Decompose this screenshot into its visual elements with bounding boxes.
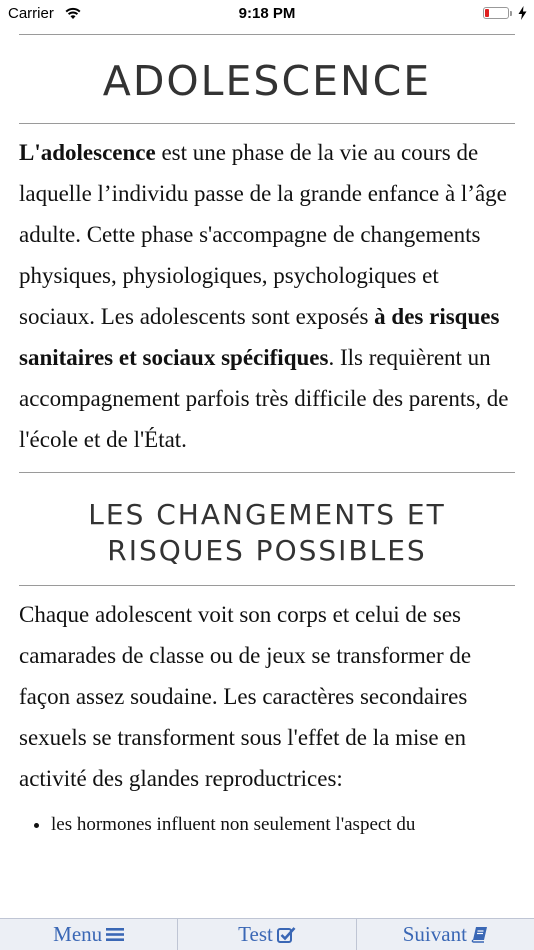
bars-icon xyxy=(106,927,124,942)
divider xyxy=(19,472,515,473)
intro-text-2: . Ils requièrent un accompagnement parfois très difficile des parents, de l'école et de l'État. xyxy=(19,345,509,452)
section-title: LES CHANGEMENTS ET RISQUES POSSIBLES xyxy=(88,498,446,567)
menu-label: Menu xyxy=(53,922,103,946)
divider xyxy=(19,123,515,124)
checkbox-icon xyxy=(277,926,296,943)
status-bar xyxy=(0,0,534,28)
divider xyxy=(19,34,515,35)
carrier-label: Carrier xyxy=(8,5,54,22)
test-label: Test xyxy=(238,922,273,946)
intro-text-1: est une phase de la vie au cours de laquelle l’individu passe de la grande enfance à l’âge adulte. Cette phase s'accompagne de changements physiques, physiologiques, psychologiques et sociaux. Les adolescents sont exposés xyxy=(19,140,507,329)
next-button[interactable] xyxy=(357,919,534,950)
bottom-toolbar xyxy=(0,918,534,950)
battery-icon xyxy=(483,7,509,19)
intro-term: L'adolescence xyxy=(19,140,156,165)
battery-level xyxy=(485,9,489,17)
charging-bolt-icon xyxy=(518,6,527,20)
list-item: • les hormones influent non seulement l'aspect du xyxy=(51,811,515,839)
menu-button[interactable] xyxy=(0,919,178,950)
page-title: ADOLESCENCE xyxy=(102,57,432,105)
next-label: Suivant xyxy=(402,922,467,946)
bullet-list xyxy=(19,811,515,839)
intro-emphasis: à des risques sanitaires et sociaux spécifiques xyxy=(19,304,500,370)
book-icon xyxy=(471,926,488,943)
divider xyxy=(19,585,515,586)
test-button[interactable] xyxy=(178,919,356,950)
intro-paragraph xyxy=(19,132,515,460)
status-time: 9:18 PM xyxy=(238,5,296,22)
section-paragraph: Chaque adolescent voit son corps et celui de ses camarades de classe ou de jeux se transformer de façon assez soudaine. Les caractères secondaires sexuels se transforment sous l'effet de la mise en activité des glandes reproductrices: xyxy=(19,602,472,791)
article-content xyxy=(19,34,515,839)
